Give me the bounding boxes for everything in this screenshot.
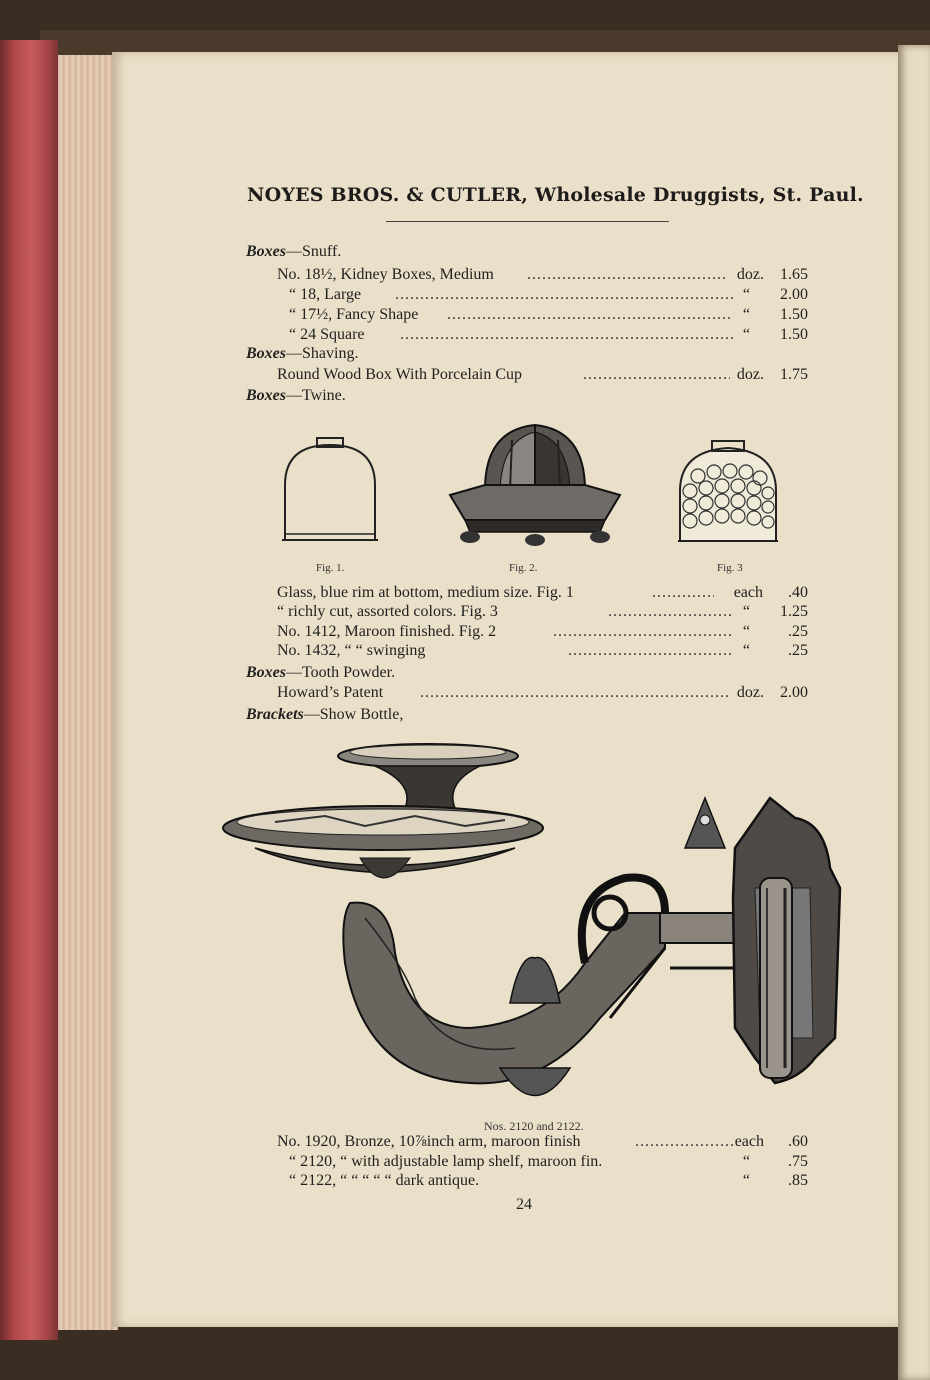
unit-bracket-3: “: [742, 1172, 750, 1189]
section-shaving: Boxes—Shaving.: [246, 345, 359, 362]
price-twine-3: .25: [788, 623, 808, 640]
fig3-cut-glass-dome-illustration: [668, 436, 788, 551]
price-twine-1: .40: [788, 584, 808, 601]
item-tooth-1: Howard’s Patent: [277, 684, 384, 701]
item-snuff-4: “ 24 Square: [289, 326, 365, 343]
unit-twine-2: “: [742, 603, 750, 620]
caption-fig2: Fig. 2.: [509, 562, 538, 574]
red-page-edge: [0, 40, 58, 1340]
leader-dots: [400, 326, 733, 344]
price-tooth-1: 2.00: [780, 684, 808, 701]
unit-snuff-2: “: [742, 286, 750, 303]
unit-shaving-1: doz.: [736, 366, 764, 383]
item-shaving-1: Round Wood Box With Porcelain Cup: [277, 366, 523, 383]
caption-bracket: Nos. 2120 and 2122.: [484, 1119, 584, 1133]
fig1-glass-dome-illustration: [270, 430, 390, 560]
leader-dots: [395, 286, 733, 304]
caption-fig1: Fig. 1.: [316, 562, 345, 574]
item-twine-3: No. 1412, Maroon finished. Fig. 2: [277, 623, 497, 640]
price-twine-2: 1.25: [780, 603, 808, 620]
unit-snuff-3: “: [742, 306, 750, 323]
price-bracket-2: .75: [788, 1153, 808, 1170]
price-bracket-1: .60: [788, 1133, 808, 1150]
item-twine-4: No. 1432, “ “ swinging: [277, 642, 426, 659]
unit-twine-3: “: [742, 623, 750, 640]
leader-dots: [420, 684, 730, 702]
unit-bracket-2: “: [742, 1153, 750, 1170]
price-bracket-3: .85: [788, 1172, 808, 1189]
item-snuff-3: “ 17½, Fancy Shape: [289, 306, 419, 323]
fig2-cast-iron-holder-illustration: [440, 410, 630, 550]
leader-dots: [527, 266, 727, 284]
page-stack: [58, 55, 118, 1330]
price-snuff-3: 1.50: [780, 306, 808, 323]
unit-snuff-4: “: [742, 326, 750, 343]
page-header: NOYES BROS. & CUTLER, Wholesale Druggists, St. Paul.: [247, 184, 864, 206]
section-brackets: Brackets—Show Bottle,: [246, 706, 404, 723]
facing-page-edge: [898, 45, 930, 1380]
caption-fig3: Fig. 3: [717, 562, 743, 574]
unit-twine-4: “: [742, 642, 750, 659]
unit-twine-1: each: [733, 584, 763, 601]
item-twine-1: Glass, blue rim at bottom, medium size. Fig. 1: [277, 584, 574, 601]
unit-snuff-1: doz.: [736, 266, 764, 283]
price-snuff-4: 1.50: [780, 326, 808, 343]
item-bracket-3: “ 2122, “ “ “ “ “ dark antique.: [289, 1172, 480, 1189]
item-bracket-2: “ 2120, “ with adjustable lamp shelf, maroon fin.: [289, 1153, 603, 1170]
section-twine: Boxes—Twine.: [246, 387, 346, 404]
unit-bracket-1: each: [734, 1133, 764, 1150]
price-shaving-1: 1.75: [780, 366, 808, 383]
item-twine-2: “ richly cut, assorted colors. Fig. 3: [277, 603, 498, 620]
price-snuff-1: 1.65: [780, 266, 808, 283]
section-snuff: Boxes—Snuff.: [246, 243, 342, 260]
unit-tooth-1: doz.: [736, 684, 764, 701]
item-snuff-2: “ 18, Large: [289, 286, 362, 303]
price-twine-4: .25: [788, 642, 808, 659]
item-bracket-1: No. 1920, Bronze, 10⅞inch arm, maroon finish: [277, 1133, 581, 1150]
price-snuff-2: 2.00: [780, 286, 808, 303]
item-snuff-1: No. 18½, Kidney Boxes, Medium: [277, 266, 494, 283]
section-tooth-powder: Boxes—Tooth Powder.: [246, 664, 396, 681]
page-number: 24: [516, 1196, 532, 1213]
header-rule: [386, 221, 669, 222]
show-bottle-bracket-illustration: [215, 738, 855, 1113]
